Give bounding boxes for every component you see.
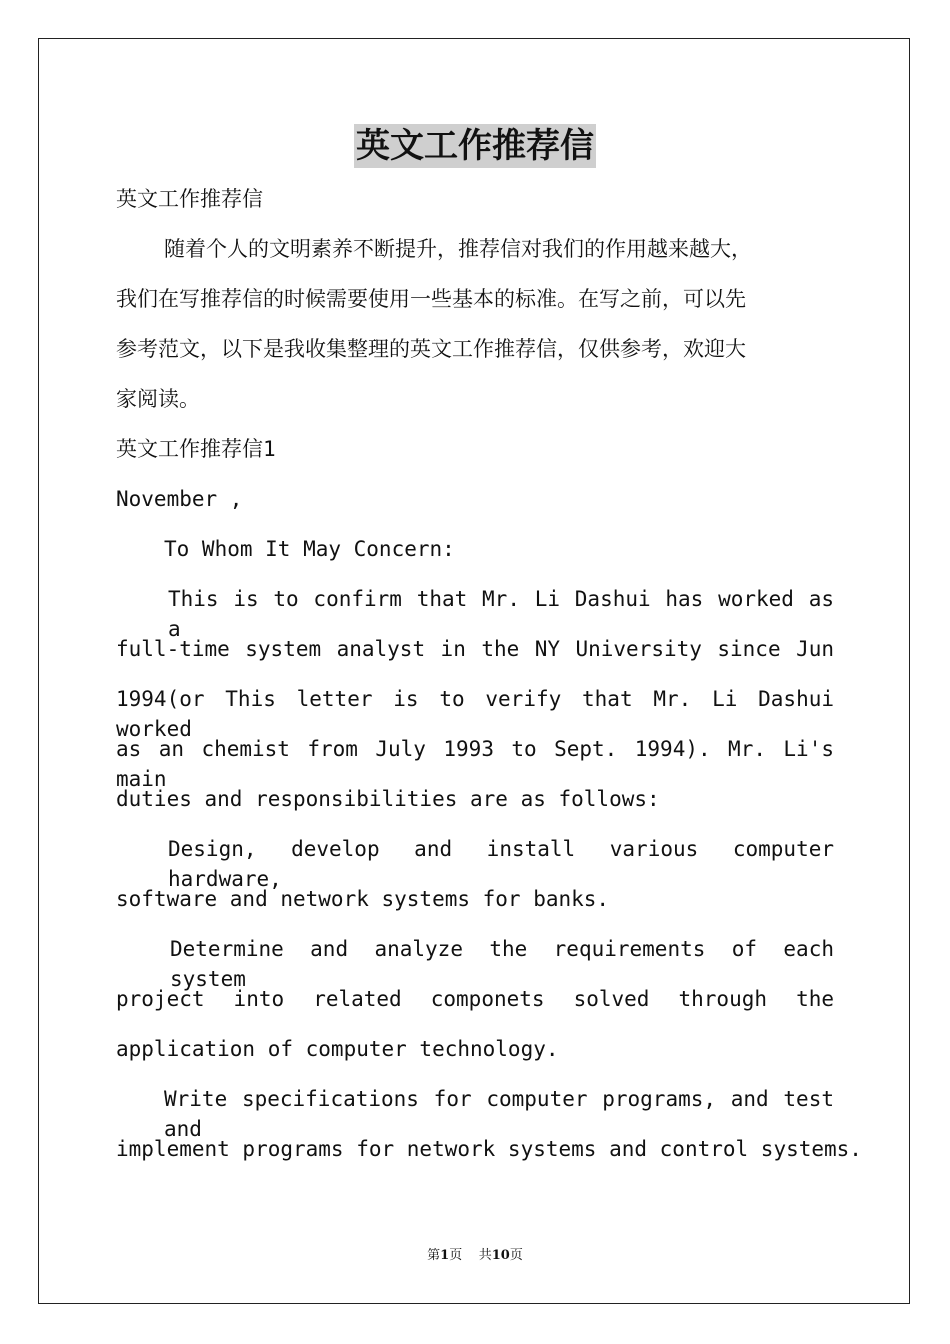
title-container	[0, 124, 950, 168]
date-line: November ,	[116, 487, 243, 511]
document-title: 英文工作推荐信	[356, 126, 594, 166]
body-line: 家阅读。	[116, 387, 200, 411]
body-line: software and network systems for banks.	[116, 887, 610, 911]
total-pages: 10	[491, 1248, 510, 1263]
body-line: 英文工作推荐信	[116, 187, 263, 211]
body-line: application of computer technology.	[116, 1037, 559, 1061]
body-line: 参考范文，以下是我收集整理的英文工作推荐信，仅供参考，欢迎大	[116, 337, 746, 361]
body-line: project into related componets solved through the	[116, 987, 834, 1011]
salutation: To Whom It May Concern:	[164, 537, 455, 561]
body-line: as an chemist from July 1993 to Sept. 1994). Mr. Li's main	[116, 737, 834, 791]
page-footer	[0, 1247, 950, 1265]
body-line: duties and responsibilities are as follows:	[116, 787, 660, 811]
body-line: full-time system analyst in the NY University since Jun	[116, 637, 834, 661]
section-heading: 英文工作推荐信1	[116, 437, 276, 461]
body-line: Determine and analyze the requirements of each system	[170, 937, 834, 991]
total-prefix: 共	[478, 1248, 492, 1263]
body-line: 随着个人的文明素养不断提升，推荐信对我们的作用越来越大，	[164, 237, 752, 261]
body-line: implement programs for network systems and control systems.	[116, 1137, 862, 1161]
page-suffix: 页	[449, 1248, 463, 1263]
body-line: 1994(or This letter is to verify that Mr. Li Dashui worked	[116, 687, 834, 741]
body-line: Design, develop and install various computer hardware,	[168, 837, 834, 891]
body-line: This is to confirm that Mr. Li Dashui has worked as a	[168, 587, 834, 641]
page-number: 1	[440, 1248, 450, 1263]
body-line: Write specifications for computer programs, and test and	[164, 1087, 834, 1141]
page-prefix: 第	[427, 1248, 441, 1263]
body-line: 我们在写推荐信的时候需要使用一些基本的标准。在写之前，可以先	[116, 287, 746, 311]
total-suffix: 页	[509, 1248, 523, 1263]
